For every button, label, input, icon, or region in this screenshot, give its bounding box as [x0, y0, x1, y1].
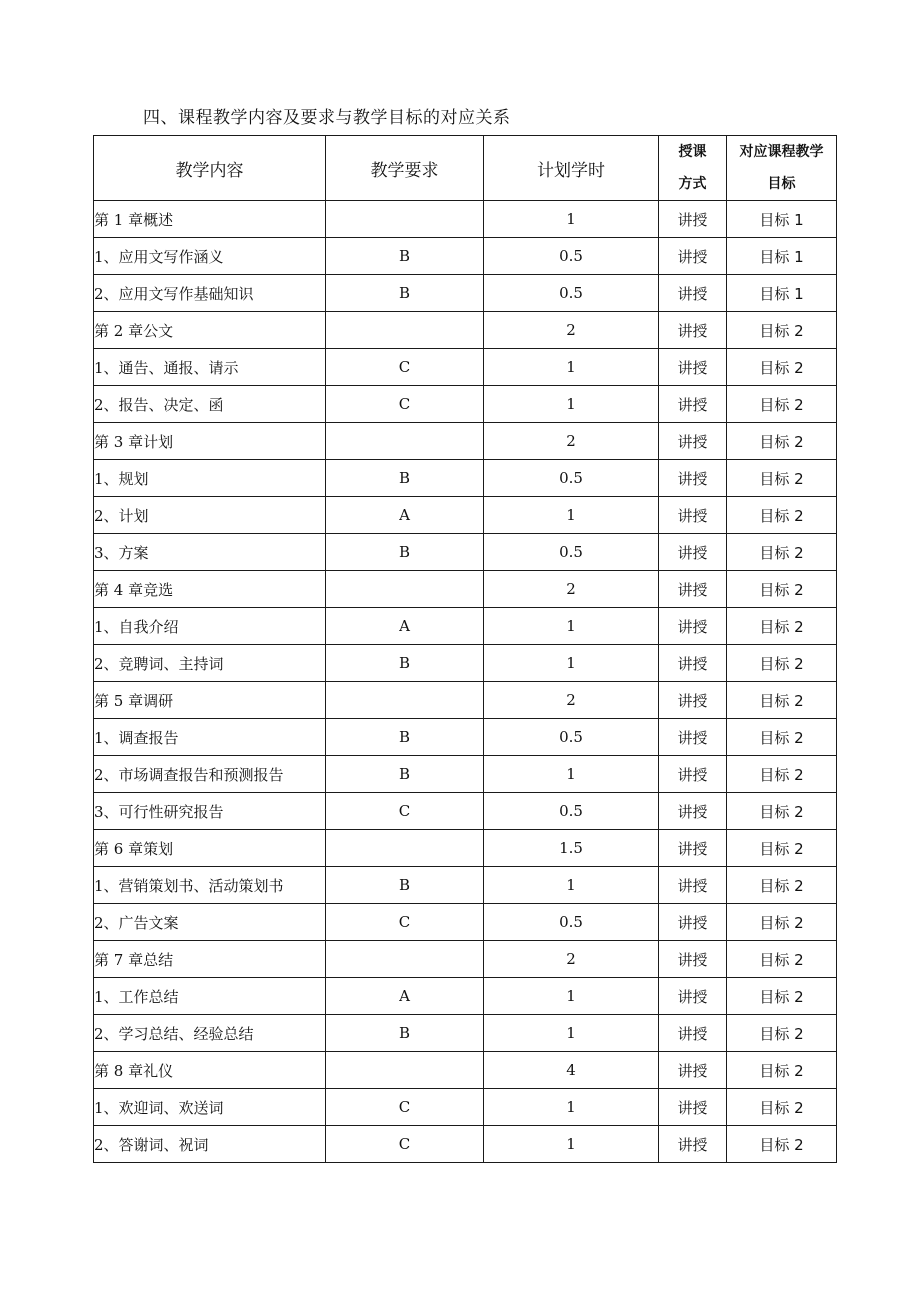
table-row — [94, 904, 837, 941]
table-row — [94, 756, 837, 793]
cell-method: 讲授 — [659, 349, 727, 386]
cell-content: 3、可行性研究报告 — [94, 793, 326, 830]
cell-hours: 1 — [484, 497, 659, 534]
header-course-target-line2: 目标 — [767, 176, 796, 192]
cell-requirement: B — [326, 867, 484, 904]
header-teaching-requirement: 教学要求 — [326, 136, 484, 201]
cell-hours: 1 — [484, 386, 659, 423]
cell-method: 讲授 — [659, 904, 727, 941]
table-row — [94, 534, 837, 571]
table-row — [94, 793, 837, 830]
cell-requirement — [326, 312, 484, 349]
table-row — [94, 830, 837, 867]
header-planned-hours: 计划学时 — [484, 136, 659, 201]
cell-hours: 1 — [484, 608, 659, 645]
cell-requirement: B — [326, 719, 484, 756]
cell-target: 目标 2 — [727, 682, 837, 719]
cell-hours: 2 — [484, 571, 659, 608]
cell-content: 1、营销策划书、活动策划书 — [94, 867, 326, 904]
cell-hours: 1 — [484, 1089, 659, 1126]
cell-method: 讲授 — [659, 201, 727, 238]
cell-requirement — [326, 1052, 484, 1089]
table-row — [94, 1126, 837, 1163]
cell-content: 2、应用文写作基础知识 — [94, 275, 326, 312]
cell-method: 讲授 — [659, 682, 727, 719]
cell-requirement — [326, 423, 484, 460]
cell-requirement: C — [326, 904, 484, 941]
cell-target: 目标 2 — [727, 497, 837, 534]
cell-hours: 0.5 — [484, 793, 659, 830]
cell-requirement: C — [326, 349, 484, 386]
cell-method: 讲授 — [659, 312, 727, 349]
cell-requirement — [326, 571, 484, 608]
table-body — [94, 201, 837, 1163]
cell-target: 目标 2 — [727, 423, 837, 460]
cell-method: 讲授 — [659, 1052, 727, 1089]
cell-method: 讲授 — [659, 719, 727, 756]
header-teaching-content: 教学内容 — [94, 136, 326, 201]
cell-content: 2、竞聘词、主持词 — [94, 645, 326, 682]
cell-requirement — [326, 830, 484, 867]
cell-content: 1、欢迎词、欢送词 — [94, 1089, 326, 1126]
cell-requirement: B — [326, 756, 484, 793]
header-teaching-method-line2: 方式 — [678, 176, 707, 192]
cell-method: 讲授 — [659, 978, 727, 1015]
cell-hours: 1 — [484, 978, 659, 1015]
cell-target: 目标 2 — [727, 534, 837, 571]
table-header-row — [94, 136, 837, 201]
cell-hours: 1 — [484, 1015, 659, 1052]
cell-content: 1、调查报告 — [94, 719, 326, 756]
cell-requirement: A — [326, 608, 484, 645]
cell-method: 讲授 — [659, 460, 727, 497]
cell-content: 3、方案 — [94, 534, 326, 571]
section-title: 四、课程教学内容及要求与教学目标的对应关系 — [143, 108, 511, 128]
cell-requirement — [326, 941, 484, 978]
cell-target: 目标 2 — [727, 608, 837, 645]
table-row — [94, 201, 837, 238]
cell-content: 第 2 章公文 — [94, 312, 326, 349]
cell-requirement: A — [326, 497, 484, 534]
cell-requirement — [326, 682, 484, 719]
cell-method: 讲授 — [659, 756, 727, 793]
cell-target: 目标 2 — [727, 645, 837, 682]
cell-requirement: B — [326, 460, 484, 497]
cell-method: 讲授 — [659, 1015, 727, 1052]
cell-hours: 0.5 — [484, 904, 659, 941]
cell-target: 目标 2 — [727, 830, 837, 867]
table-row — [94, 386, 837, 423]
cell-method: 讲授 — [659, 275, 727, 312]
header-teaching-method — [659, 136, 727, 201]
cell-content: 第 7 章总结 — [94, 941, 326, 978]
cell-content: 1、通告、通报、请示 — [94, 349, 326, 386]
cell-method: 讲授 — [659, 534, 727, 571]
table-row — [94, 275, 837, 312]
cell-method: 讲授 — [659, 1089, 727, 1126]
header-course-target — [727, 136, 837, 201]
cell-requirement: A — [326, 978, 484, 1015]
cell-hours: 2 — [484, 312, 659, 349]
cell-target: 目标 1 — [727, 201, 837, 238]
cell-method: 讲授 — [659, 571, 727, 608]
cell-target: 目标 2 — [727, 1089, 837, 1126]
cell-requirement: C — [326, 386, 484, 423]
cell-method: 讲授 — [659, 830, 727, 867]
cell-requirement: B — [326, 534, 484, 571]
cell-target: 目标 2 — [727, 460, 837, 497]
cell-target: 目标 2 — [727, 756, 837, 793]
cell-hours: 0.5 — [484, 719, 659, 756]
cell-hours: 0.5 — [484, 534, 659, 571]
table-row — [94, 719, 837, 756]
table-row — [94, 1015, 837, 1052]
table-row — [94, 312, 837, 349]
cell-target: 目标 1 — [727, 275, 837, 312]
cell-target: 目标 2 — [727, 571, 837, 608]
cell-target: 目标 2 — [727, 349, 837, 386]
table-row — [94, 867, 837, 904]
cell-method: 讲授 — [659, 645, 727, 682]
table-row — [94, 1089, 837, 1126]
cell-content: 第 5 章调研 — [94, 682, 326, 719]
cell-target: 目标 2 — [727, 1052, 837, 1089]
cell-hours: 1 — [484, 645, 659, 682]
cell-requirement: B — [326, 1015, 484, 1052]
cell-content: 第 8 章礼仪 — [94, 1052, 326, 1089]
cell-hours: 1 — [484, 867, 659, 904]
cell-hours: 0.5 — [484, 275, 659, 312]
header-course-target-line1: 对应课程教学 — [739, 144, 824, 160]
cell-target: 目标 2 — [727, 1126, 837, 1163]
course-content-table — [93, 135, 837, 1163]
table-row — [94, 238, 837, 275]
cell-target: 目标 2 — [727, 793, 837, 830]
cell-hours: 0.5 — [484, 460, 659, 497]
table-row — [94, 460, 837, 497]
table-row — [94, 349, 837, 386]
table-row — [94, 978, 837, 1015]
cell-content: 1、工作总结 — [94, 978, 326, 1015]
cell-requirement: C — [326, 1126, 484, 1163]
table-row — [94, 423, 837, 460]
cell-hours: 0.5 — [484, 238, 659, 275]
cell-method: 讲授 — [659, 867, 727, 904]
cell-requirement: B — [326, 238, 484, 275]
cell-hours: 2 — [484, 423, 659, 460]
table-row — [94, 571, 837, 608]
table-row — [94, 941, 837, 978]
cell-content: 第 1 章概述 — [94, 201, 326, 238]
cell-content: 第 3 章计划 — [94, 423, 326, 460]
cell-hours: 1 — [484, 201, 659, 238]
table-row — [94, 1052, 837, 1089]
header-teaching-method-line1: 授课 — [678, 144, 707, 160]
cell-method: 讲授 — [659, 238, 727, 275]
cell-hours: 1.5 — [484, 830, 659, 867]
cell-hours: 4 — [484, 1052, 659, 1089]
cell-content: 2、报告、决定、函 — [94, 386, 326, 423]
cell-target: 目标 2 — [727, 1015, 837, 1052]
cell-content: 2、计划 — [94, 497, 326, 534]
cell-content: 2、答谢词、祝词 — [94, 1126, 326, 1163]
cell-hours: 1 — [484, 1126, 659, 1163]
cell-target: 目标 2 — [727, 719, 837, 756]
cell-content: 2、市场调查报告和预测报告 — [94, 756, 326, 793]
table-row — [94, 608, 837, 645]
cell-content: 1、应用文写作涵义 — [94, 238, 326, 275]
cell-hours: 1 — [484, 349, 659, 386]
cell-target: 目标 2 — [727, 941, 837, 978]
cell-content: 1、自我介绍 — [94, 608, 326, 645]
cell-content: 2、学习总结、经验总结 — [94, 1015, 326, 1052]
cell-target: 目标 2 — [727, 312, 837, 349]
table-row — [94, 645, 837, 682]
cell-requirement: C — [326, 793, 484, 830]
cell-content: 第 4 章竞选 — [94, 571, 326, 608]
cell-target: 目标 1 — [727, 238, 837, 275]
cell-method: 讲授 — [659, 423, 727, 460]
cell-hours: 2 — [484, 682, 659, 719]
table-row — [94, 682, 837, 719]
cell-requirement — [326, 201, 484, 238]
cell-target: 目标 2 — [727, 904, 837, 941]
table-row — [94, 497, 837, 534]
cell-requirement: C — [326, 1089, 484, 1126]
cell-content: 2、广告文案 — [94, 904, 326, 941]
cell-target: 目标 2 — [727, 386, 837, 423]
cell-requirement: B — [326, 275, 484, 312]
cell-target: 目标 2 — [727, 978, 837, 1015]
cell-content: 1、规划 — [94, 460, 326, 497]
cell-method: 讲授 — [659, 608, 727, 645]
cell-method: 讲授 — [659, 1126, 727, 1163]
cell-method: 讲授 — [659, 386, 727, 423]
cell-method: 讲授 — [659, 793, 727, 830]
cell-target: 目标 2 — [727, 867, 837, 904]
cell-hours: 2 — [484, 941, 659, 978]
cell-method: 讲授 — [659, 941, 727, 978]
cell-method: 讲授 — [659, 497, 727, 534]
cell-requirement: B — [326, 645, 484, 682]
cell-content: 第 6 章策划 — [94, 830, 326, 867]
cell-hours: 1 — [484, 756, 659, 793]
